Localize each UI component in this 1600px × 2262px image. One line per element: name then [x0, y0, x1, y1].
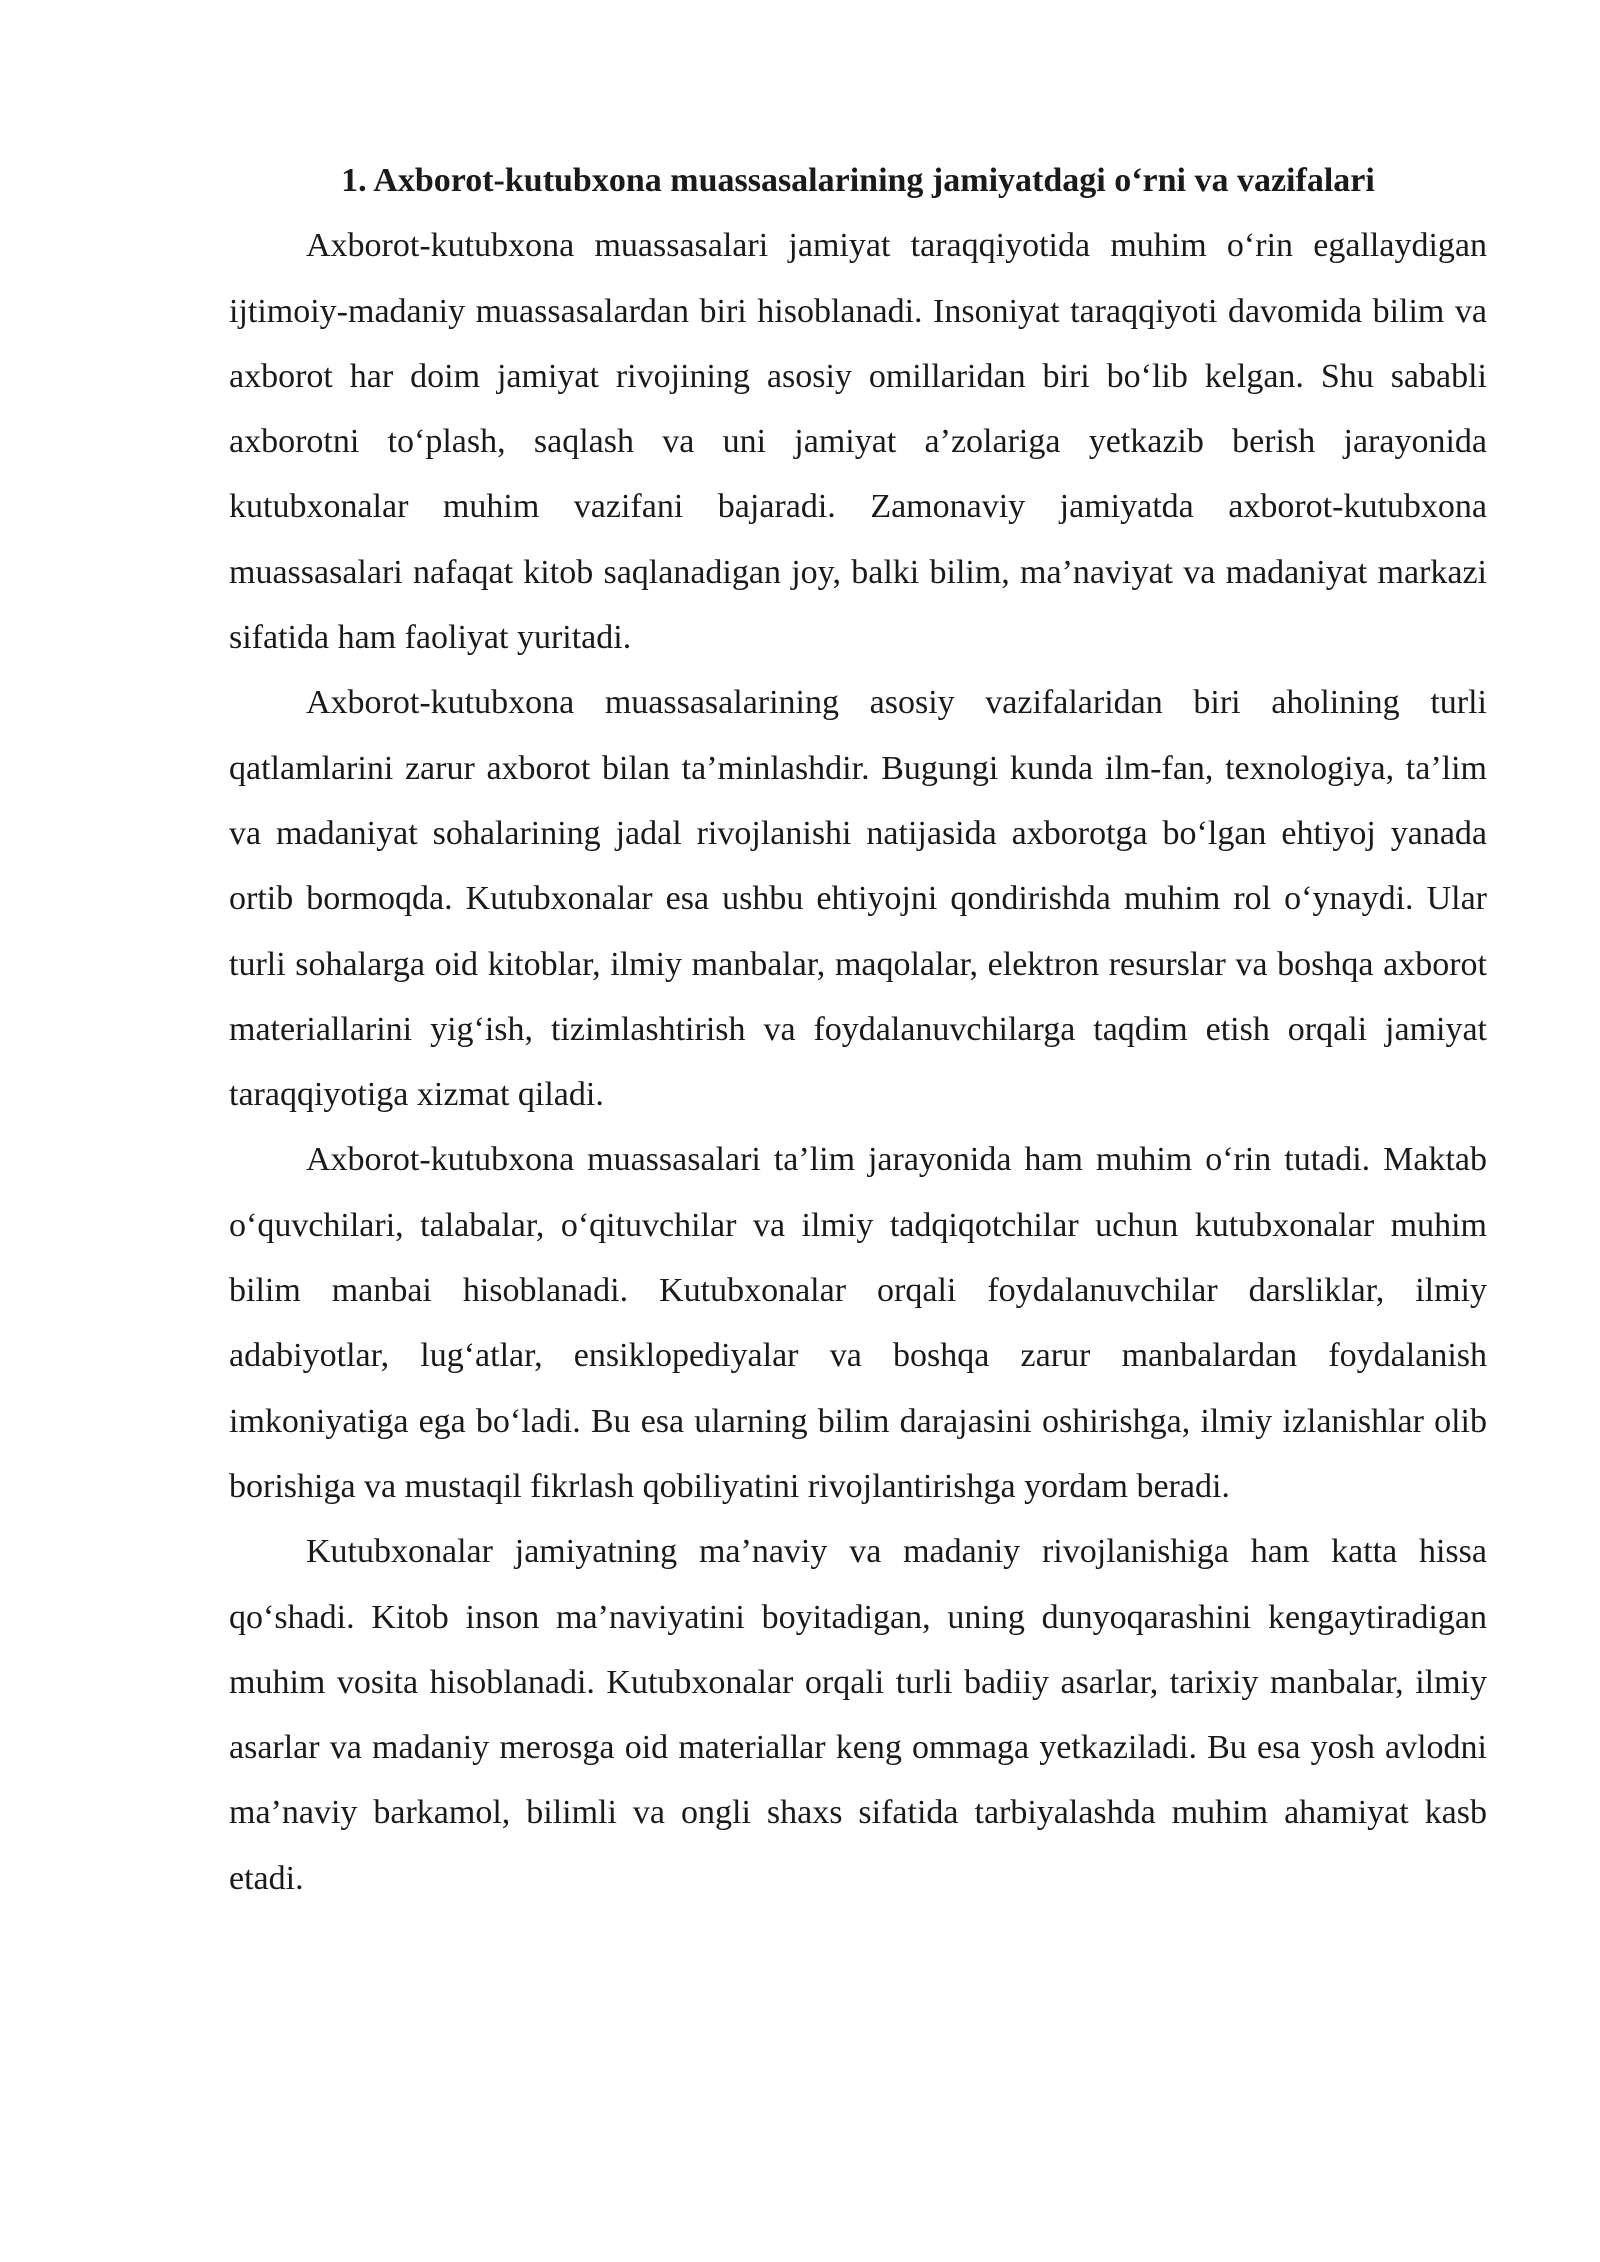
- paragraph-3: Axborot-kutubxona muassasalari ta’lim jarayonida ham muhim o‘rin tutadi. Maktab o‘quvchilari, talabalar, o‘qituvchilar va ilmiy tadqiqotchilar uchun kutubxonalar muhim bilim manbai hisoblanadi. Kutubxonalar orqali foydalanuvchilar darsliklar, ilmiy adabiyotlar, lug‘atlar, ensiklopediyalar va boshqa zarur manbalardan foydalanish imkoniyatiga ega bo‘ladi. Bu esa ularning bilim darajasini oshirishga, ilmiy izlanishlar olib borishiga va mustaqil fikrlash qobiliyatini rivojlantirishga yordam beradi.: [229, 1141, 1487, 1505]
- document-page: [229, 148, 1487, 1911]
- paragraph-4: Kutubxonalar jamiyatning ma’naviy va madaniy rivojlanishiga ham katta hissa qo‘shadi. Kitob inson ma’naviyatini boyitadigan, uning dunyoqarashini kengaytiradigan muhim vosita hisoblanadi. Kutubxonalar orqali turli badiiy asarlar, tarixiy manbalar, ilmiy asarlar va madaniy merosga oid materiallar keng ommaga yetkaziladi. Bu esa yosh avlodni ma’naviy barkamol, bilimli va ongli shaxs sifatida tarbiyalashda muhim ahamiyat kasb etadi.: [229, 1533, 1487, 1897]
- paragraph-1: Axborot-kutubxona muassasalari jamiyat taraqqiyotida muhim o‘rin egallaydigan ijtimoiy-madaniy muassasalardan biri hisoblanadi. Insoniyat taraqqiyoti davomida bilim va axborot har doim jamiyat rivojining asosiy omillaridan biri bo‘lib kelgan. Shu sababli axborotni to‘plash, saqlash va uni jamiyat a’zolariga yetkazib berish jarayonida kutubxonalar muhim vazifani bajaradi. Zamonaviy jamiyatda axborot-kutubxona muassasalari nafaqat kitob saqlanadigan joy, balki bilim, ma’naviyat va madaniyat markazi sifatida ham faoliyat yuritadi.: [229, 227, 1487, 657]
- paragraph-2: Axborot-kutubxona muassasalarining asosiy vazifalaridan biri aholining turli qatlamlarini zarur axborot bilan ta’minlashdir. Bugungi kunda ilm-fan, texnologiya, ta’lim va madaniyat sohalarining jadal rivojlanishi natijasida axborotga bo‘lgan ehtiyoj yanada ortib bormoqda. Kutubxonalar esa ushbu ehtiyojni qondirishda muhim rol o‘ynaydi. Ular turli sohalarga oid kitoblar, ilmiy manbalar, maqolalar, elektron resurslar va boshqa axborot materiallarini yig‘ish, tizimlashtirish va foydalanuvchilarga taqdim etish orqali jamiyat taraqqiyotiga xizmat qiladi.: [229, 684, 1487, 1114]
- section-heading: 1. Axborot-kutubxona muassasalarining jamiyatdagi o‘rni va vazifalari: [341, 162, 1375, 199]
